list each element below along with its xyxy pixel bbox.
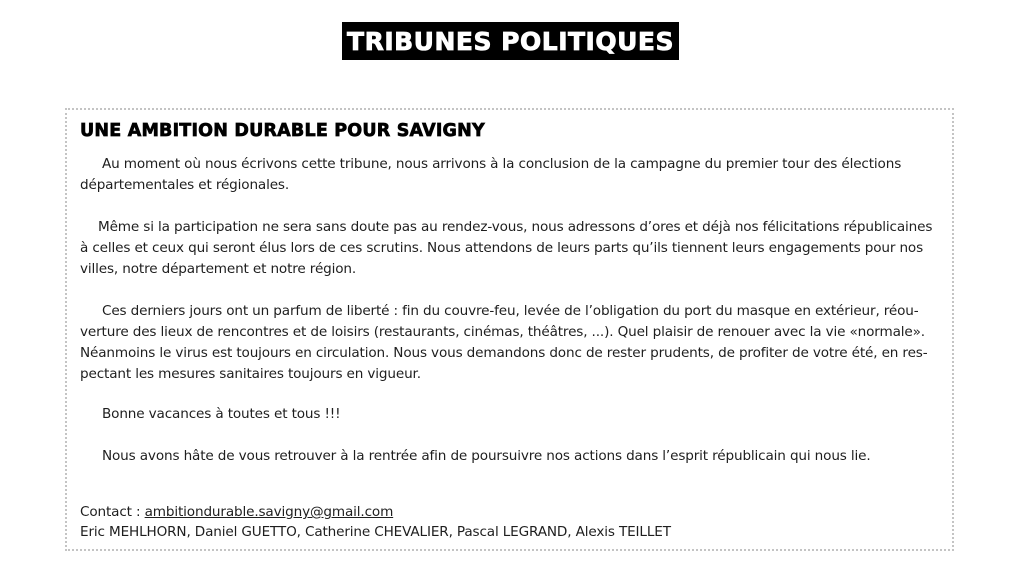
paragraph-line: à celles et ceux qui seront élus lors de ces scrutins. Nous attendons de leurs parts qu’ils tiennent leurs engagements pour nos	[80, 240, 924, 256]
paragraph-line: Bonne vacances à toutes et tous !!!	[102, 406, 341, 422]
section-banner	[342, 22, 679, 60]
tribune-box	[65, 108, 954, 551]
paragraph-5	[80, 446, 946, 467]
paragraph-4	[80, 404, 946, 425]
paragraph-line: Néanmoins le virus est toujours en circulation. Nous vous demandons donc de rester prudents, de profiter de votre été, en res-	[80, 345, 928, 361]
paragraph-line: villes, notre département et notre région.	[80, 261, 357, 277]
paragraph-line: Nous avons hâte de vous retrouver à la rentrée afin de poursuivre nos actions dans l’esprit républicain qui nous lie.	[102, 448, 871, 464]
paragraph-line: verture des lieux de rencontres et de loisirs (restaurants, cinémas, théâtres, ...). Quel plaisir de renouer avec la vie «normale».	[80, 324, 925, 340]
section-title: TRIBUNES POLITIQUES	[347, 26, 674, 56]
tribune-title: UNE AMBITION DURABLE POUR SAVIGNY	[80, 121, 485, 141]
contact-block	[80, 502, 671, 542]
paragraph-line: Ces derniers jours ont un parfum de liberté : fin du couvre-feu, levée de l’obligation du port du masque en extérieur, réou-	[102, 303, 919, 319]
paragraph-3	[80, 301, 946, 385]
contact-line	[80, 502, 671, 522]
contact-email-link[interactable]: ambitiondurable.savigny@gmail.com	[144, 504, 394, 520]
paragraph-1	[80, 154, 946, 196]
contact-label: Contact :	[80, 504, 145, 520]
paragraph-line: pectant les mesures sanitaires toujours en vigueur.	[80, 366, 421, 382]
signatories: Eric MEHLHORN, Daniel GUETTO, Catherine CHEVALIER, Pascal LEGRAND, Alexis TEILLET	[80, 524, 671, 540]
paragraph-line: Au moment où nous écrivons cette tribune, nous arrivons à la conclusion de la campagne du premier tour des élections	[102, 156, 902, 172]
paragraph-2	[80, 217, 946, 280]
paragraph-line: départementales et régionales.	[80, 177, 290, 193]
paragraph-line: Même si la participation ne sera sans doute pas au rendez-vous, nous adressons d’ores et déjà nos félicitations républicaines	[98, 219, 933, 235]
